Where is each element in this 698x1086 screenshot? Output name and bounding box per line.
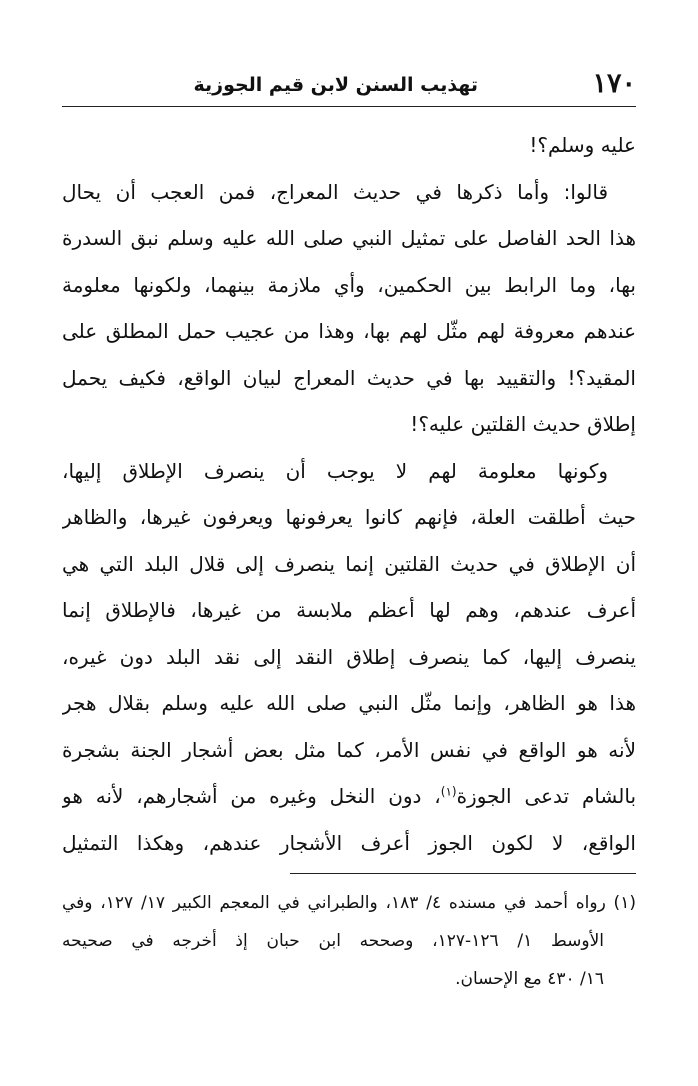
text-line: المقيد؟! والتقييد بها في حديث المعراج لبيان الواقع، فكيف يحمل bbox=[62, 365, 636, 390]
running-title: تهذيب السنن لابن قيم الجوزية bbox=[193, 74, 478, 96]
text-line: الواقع، لا لكون الجوز أعرف الأشجار عندهم، وهكذا التمثيل bbox=[62, 830, 636, 855]
text-line: هذا الحد الفاصل على تمثيل النبي صلى الله عليه وسلم نبق السدرة bbox=[62, 226, 636, 250]
text-line: إطلاق حديث القلتين عليه؟! bbox=[410, 412, 636, 436]
footnote-line: (١) رواه أحمد في مسنده ٤/ ١٨٣، والطبراني في المعجم الكبير ١٧/ ١٢٧، وفي bbox=[62, 893, 636, 913]
text-line: عندهم معروفة لهم مثّل لهم بها، وهذا من عجيب حمل المطلق على bbox=[62, 319, 636, 343]
text-line: وكونها معلومة لهم لا يوجب أن ينصرف الإطلاق إليها، bbox=[62, 458, 608, 483]
text-line: أن الإطلاق في حديث القلتين إنما ينصرف إلى قلال البلد التي هي bbox=[62, 551, 636, 576]
footnote-marker: (١) bbox=[440, 784, 457, 799]
footnote-divider bbox=[290, 873, 636, 874]
text-line: بها، وما الرابط بين الحكمين، وأي ملازمة بينهما، ولكونها معلومة bbox=[62, 272, 636, 297]
footnote-line: الأوسط ١/ ١٢٦-١٢٧، وصححه ابن حبان إذ أخرجه في صحيحه bbox=[62, 931, 604, 951]
text-line-with-footnote bbox=[62, 773, 636, 820]
text-line: حيث أطلقت العلة، فإنهم كانوا يعرفونها ويعرفون غيرها، والظاهر bbox=[62, 505, 636, 529]
text-line: قالوا: وأما ذكرها في حديث المعراج، فمن العجب أن يحال bbox=[62, 179, 608, 204]
text-line: ينصرف إليها، كما ينصرف إطلاق النقد إلى نقد البلد دون غيره، bbox=[62, 644, 636, 669]
footnote-line: ١٦/ ٤٣٠ مع الإحسان. bbox=[455, 969, 604, 989]
page-number: ١٧٠ bbox=[592, 68, 636, 99]
text-line: أعرف عندهم، وهم لها أعظم ملابسة من غيرها، فالإطلاق إنما bbox=[62, 598, 636, 622]
text-line: لأنه هو الواقع في نفس الأمر، كما مثل بعض أشجار الجنة بشجرة bbox=[62, 737, 636, 762]
footnotes bbox=[62, 884, 636, 998]
main-text bbox=[62, 122, 636, 866]
text-segment: بالشام تدعى الجوزة bbox=[456, 784, 636, 808]
text-line: عليه وسلم؟! bbox=[529, 133, 636, 157]
text-segment: ، دون النخل وغيره من أشجارهم، لأنه هو bbox=[62, 784, 441, 808]
page-header bbox=[62, 66, 636, 107]
text-line: هذا هو الظاهر، وإنما مثّل النبي صلى الله عليه وسلم بقلال هجر bbox=[62, 691, 636, 715]
